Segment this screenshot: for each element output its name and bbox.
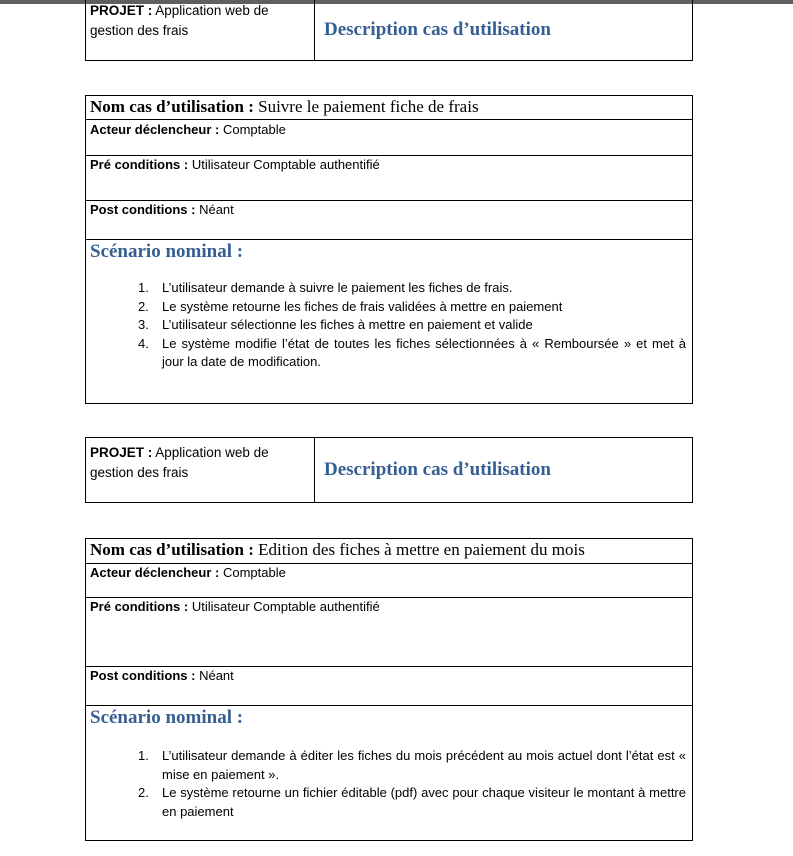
name-label: Nom cas d’utilisation : bbox=[90, 540, 254, 559]
description-title: Description cas d’utilisation bbox=[324, 459, 551, 480]
postconditions-row bbox=[86, 667, 692, 706]
step-text: L’utilisateur sélectionne les fiches à mettre en paiement et valide bbox=[162, 317, 533, 332]
project-header-2 bbox=[85, 437, 693, 503]
scenario-title: Scénario nominal : bbox=[90, 241, 244, 262]
preconditions-row bbox=[86, 156, 692, 201]
acteur-row bbox=[86, 120, 692, 156]
pre-value: Utilisateur Comptable authentifié bbox=[191, 599, 380, 614]
usecase-name-row bbox=[86, 96, 692, 120]
project-cell bbox=[86, 0, 315, 60]
name-label: Nom cas d’utilisation : bbox=[90, 97, 254, 116]
step-number: 1. bbox=[138, 280, 149, 295]
usecase-name-row bbox=[86, 539, 692, 564]
step-number: 2. bbox=[138, 298, 149, 314]
projet-value: Application web de gestion des frais bbox=[90, 3, 269, 38]
projet-value: Application web de gestion des frais bbox=[90, 445, 269, 480]
step-text: L’utilisateur demande à suivre le paiement les fiches de frais. bbox=[162, 280, 513, 295]
pre-value: Utilisateur Comptable authentifié bbox=[191, 157, 380, 172]
list-item bbox=[138, 298, 686, 317]
acteur-value: Comptable bbox=[222, 565, 286, 580]
scenario-steps bbox=[138, 747, 686, 821]
name-value: Edition des fiches à mettre en paiement du mois bbox=[258, 540, 585, 559]
acteur-row bbox=[86, 564, 692, 598]
step-number: 4. bbox=[138, 335, 149, 351]
usecase-table-2 bbox=[85, 538, 693, 841]
acteur-value: Comptable bbox=[222, 122, 286, 137]
preconditions-row bbox=[86, 598, 692, 667]
description-title: Description cas d’utilisation bbox=[324, 18, 551, 40]
post-value: Néant bbox=[199, 202, 234, 217]
list-item bbox=[138, 279, 686, 298]
step-number: 3. bbox=[138, 317, 149, 332]
list-item bbox=[138, 335, 686, 372]
post-label: Post conditions : bbox=[90, 202, 196, 217]
step-number: 2. bbox=[138, 785, 149, 800]
acteur-label: Acteur déclencheur : bbox=[90, 565, 220, 580]
postconditions-row bbox=[86, 201, 692, 240]
project-cell bbox=[86, 438, 315, 502]
scenario-title: Scénario nominal : bbox=[90, 707, 244, 728]
list-item bbox=[138, 784, 686, 821]
post-value: Néant bbox=[199, 668, 234, 683]
step-text: Le système retourne les fiches de frais validées à mettre en paiement bbox=[162, 298, 563, 314]
list-item bbox=[138, 747, 686, 784]
post-label: Post conditions : bbox=[90, 668, 196, 683]
pre-label: Pré conditions : bbox=[90, 157, 189, 172]
scenario-steps bbox=[138, 279, 686, 372]
pre-label: Pré conditions : bbox=[90, 599, 189, 614]
step-text: L’utilisateur demande à éditer les fiches du mois précédent au mois actuel dont l’état est « mise en paiement ». bbox=[162, 748, 686, 782]
step-number: 1. bbox=[138, 748, 149, 763]
usecase-table-1 bbox=[85, 95, 693, 404]
projet-label: PROJET : bbox=[90, 445, 153, 460]
step-text: Le système modifie l’état de toutes les fiches sélectionnées à « Remboursée » et met à jour la date de modification. bbox=[162, 335, 686, 369]
project-header-1 bbox=[85, 0, 693, 61]
acteur-label: Acteur déclencheur : bbox=[90, 122, 220, 137]
name-value: Suivre le paiement fiche de frais bbox=[258, 97, 479, 116]
projet-label: PROJET : bbox=[90, 3, 153, 18]
step-text: Le système retourne un fichier éditable (pdf) avec pour chaque visiteur le montant à mettre en paiement bbox=[162, 785, 686, 819]
list-item bbox=[138, 316, 686, 335]
